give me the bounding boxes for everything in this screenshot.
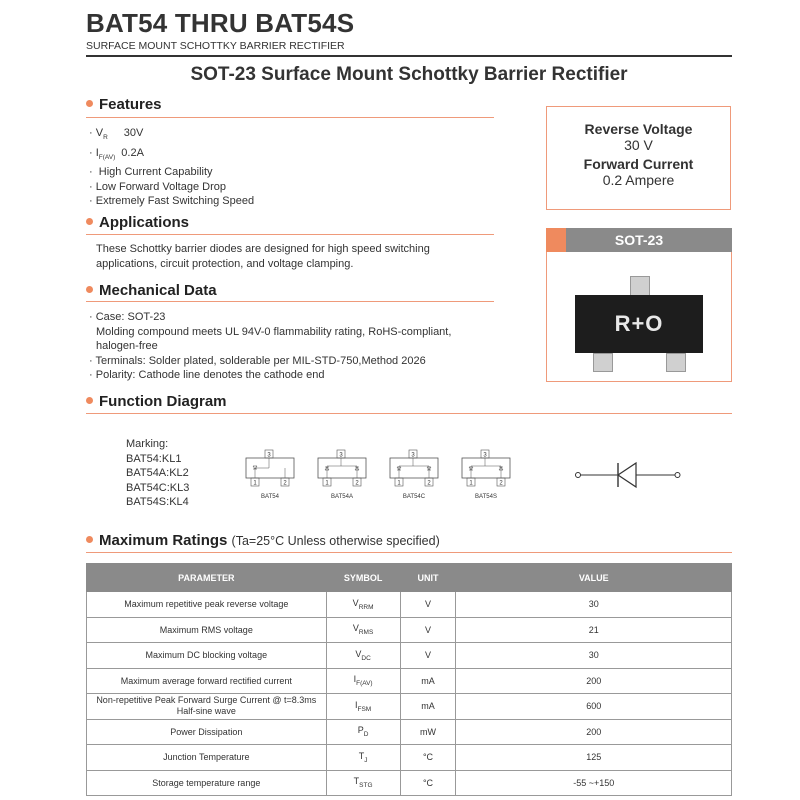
bullet-dot-icon xyxy=(86,286,93,293)
unit-cell: °C xyxy=(400,745,456,771)
features-list xyxy=(89,126,254,209)
package-lead-right xyxy=(666,353,686,372)
marking-item: BAT54S:KL4 xyxy=(126,496,189,508)
package-lead-top xyxy=(630,276,650,297)
features-rule xyxy=(86,117,494,118)
feature-item: · Low Forward Voltage Drop xyxy=(89,180,254,195)
bullet-dot-icon xyxy=(86,218,93,225)
marking-item: BAT54A:KL2 xyxy=(126,467,189,479)
package-header: SOT-23 xyxy=(546,228,732,252)
mechanical-list xyxy=(89,310,451,383)
reverse-voltage-label: Reverse Voltage xyxy=(584,121,693,137)
package-lead-left xyxy=(593,353,613,372)
unit-cell: V xyxy=(400,617,456,643)
symbol-cell: $I_{FSM}$ xyxy=(326,694,400,720)
table-row xyxy=(87,668,732,694)
param-cell: Non-repetitive Peak Forward Surge Current @ t=8.3ms Half-sine wave xyxy=(87,694,327,720)
diagram-label: BAT54 xyxy=(261,494,279,500)
symbol-cell: $V_{RMS}$ xyxy=(326,617,400,643)
marking-item: BAT54:KL1 xyxy=(126,452,182,465)
mechanical-rule xyxy=(86,301,494,302)
table-row xyxy=(87,770,732,796)
pin-2-label: 2 xyxy=(427,480,431,487)
pin-3-label: 3 xyxy=(339,452,343,459)
param-cell: Maximum average forward rectified current xyxy=(87,668,327,694)
feature-vr: · $V_R$ 30V xyxy=(89,126,254,146)
table-row xyxy=(87,617,732,643)
mechanical-polarity: · Polarity: Cathode line denotes the cathode end xyxy=(89,368,451,383)
diode-icon xyxy=(397,467,431,470)
column-header-unit: UNIT xyxy=(400,564,456,592)
reverse-voltage-value: 30 V xyxy=(624,137,653,153)
forward-current-value: 0.2 Ampere xyxy=(602,172,675,188)
unit-cell: mA xyxy=(400,668,456,694)
marking-list xyxy=(126,437,189,510)
column-header-symbol: SYMBOL xyxy=(326,564,400,592)
pin-2-label: 2 xyxy=(499,480,503,487)
diode-icon xyxy=(469,467,503,470)
mechanical-heading xyxy=(86,282,217,299)
pin-1-label: 1 xyxy=(325,480,329,487)
column-header-value: VALUE xyxy=(456,564,732,592)
pin-1-label: 1 xyxy=(397,480,401,487)
ratings-rule xyxy=(86,552,732,553)
marking-item: BAT54C:KL3 xyxy=(126,481,190,494)
diagram-bat54 xyxy=(246,450,294,487)
symbol-cell: $P_D$ xyxy=(326,719,400,745)
bullet-dot-icon xyxy=(86,536,93,543)
function-heading xyxy=(86,393,227,410)
mechanical-heading-text: Mechanical Data xyxy=(99,282,217,299)
diagram-label: BAT54A xyxy=(331,494,353,500)
ratings-heading-text: Maximum Ratings xyxy=(99,532,228,549)
mechanical-molding: halogen-free xyxy=(96,340,158,352)
feature-item: · High Current Capability xyxy=(89,165,254,180)
function-rule xyxy=(86,413,732,414)
diagram-bat54c xyxy=(390,450,438,487)
table-row xyxy=(87,719,732,745)
value-cell: 600 xyxy=(456,694,732,720)
table-row xyxy=(87,745,732,771)
pin-3-label: 3 xyxy=(483,452,487,459)
table-row xyxy=(87,643,732,669)
param-cell: Power Dissipation xyxy=(87,719,327,745)
applications-text xyxy=(96,242,430,271)
value-cell: 30 xyxy=(456,592,732,618)
feature-item: · Extremely Fast Switching Speed xyxy=(89,194,254,209)
symbol-cell: $T_{STG}$ xyxy=(326,770,400,796)
document-subtitle: SURFACE MOUNT SCHOTTKY BARRIER RECTIFIER xyxy=(86,40,345,52)
param-cell: Junction Temperature xyxy=(87,745,327,771)
feature-if: · $I_{F(AV)}$ 0.2A xyxy=(89,146,254,166)
value-cell: 125 xyxy=(456,745,732,771)
function-heading-text: Function Diagram xyxy=(99,393,227,410)
value-cell: -55 ~+150 xyxy=(456,770,732,796)
symbol-cell: $T_J$ xyxy=(326,745,400,771)
param-cell: Maximum repetitive peak reverse voltage xyxy=(87,592,327,618)
applications-rule xyxy=(86,234,494,235)
pin-3-label: 3 xyxy=(267,452,271,459)
unit-cell: mA xyxy=(400,694,456,720)
header-divider xyxy=(86,55,732,57)
pin-3-label: 3 xyxy=(411,452,415,459)
symbol-cell: $V_{RRM}$ xyxy=(326,592,400,618)
value-cell: 30 xyxy=(456,643,732,669)
document-title: BAT54 THRU BAT54S xyxy=(86,8,355,38)
diagram-bat54s xyxy=(462,450,510,487)
table-row xyxy=(87,592,732,618)
value-cell: 200 xyxy=(456,719,732,745)
applications-heading-text: Applications xyxy=(99,214,190,231)
unit-cell: V xyxy=(400,592,456,618)
value-cell: 21 xyxy=(456,617,732,643)
spec-summary-box xyxy=(546,106,731,210)
param-cell: Maximum RMS voltage xyxy=(87,617,327,643)
diode-icon xyxy=(253,466,257,469)
bullet-dot-icon xyxy=(86,100,93,107)
param-cell: Storage temperature range xyxy=(87,770,327,796)
pin-1-label: 1 xyxy=(469,480,473,487)
ratings-table xyxy=(86,563,732,796)
forward-current-label: Forward Current xyxy=(583,156,694,172)
pin-2-label: 2 xyxy=(355,480,359,487)
unit-cell: V xyxy=(400,643,456,669)
unit-cell: °C xyxy=(400,770,456,796)
mechanical-case: · Case: SOT-23 xyxy=(89,310,451,325)
bullet-dot-icon xyxy=(86,397,93,404)
table-header-row xyxy=(87,564,732,592)
diagram-bat54a xyxy=(318,450,366,487)
ratings-heading xyxy=(86,532,440,549)
symbol-cell: $V_{DC}$ xyxy=(326,643,400,669)
param-cell: Maximum DC blocking voltage xyxy=(87,643,327,669)
applications-line: These Schottky barrier diodes are designed for high speed switching xyxy=(96,243,430,255)
diode-symbol-icon xyxy=(572,460,684,490)
features-heading xyxy=(86,96,162,113)
package-header-accent xyxy=(546,228,566,252)
diagram-label: BAT54C xyxy=(402,494,426,500)
package-chip: R+O xyxy=(575,295,703,353)
unit-cell: mW xyxy=(400,719,456,745)
column-header-parameter: PARAMETER xyxy=(87,564,327,592)
applications-line: applications, circuit protection, and voltage clamping. xyxy=(96,257,354,270)
features-heading-text: Features xyxy=(99,96,162,113)
pin-1-label: 1 xyxy=(253,480,257,487)
ratings-note: (Ta=25°C Unless otherwise specified) xyxy=(231,534,440,548)
mechanical-molding: Molding compound meets UL 94V-0 flammability rating, RoHS-compliant, xyxy=(96,325,452,338)
pin-2-label: 2 xyxy=(283,480,287,487)
mechanical-terminals: · Terminals: Solder plated, solderable per MIL-STD-750,Method 2026 xyxy=(89,354,451,369)
marking-label: Marking: xyxy=(126,438,169,450)
table-row xyxy=(87,694,732,720)
diagram-label: BAT54S xyxy=(475,494,497,500)
diode-icon xyxy=(325,467,359,470)
symbol-cell: $I_{F(AV)}$ xyxy=(326,668,400,694)
value-cell: 200 xyxy=(456,668,732,694)
applications-heading xyxy=(86,214,189,231)
main-title: SOT-23 Surface Mount Schottky Barrier Rectifier xyxy=(190,64,628,85)
